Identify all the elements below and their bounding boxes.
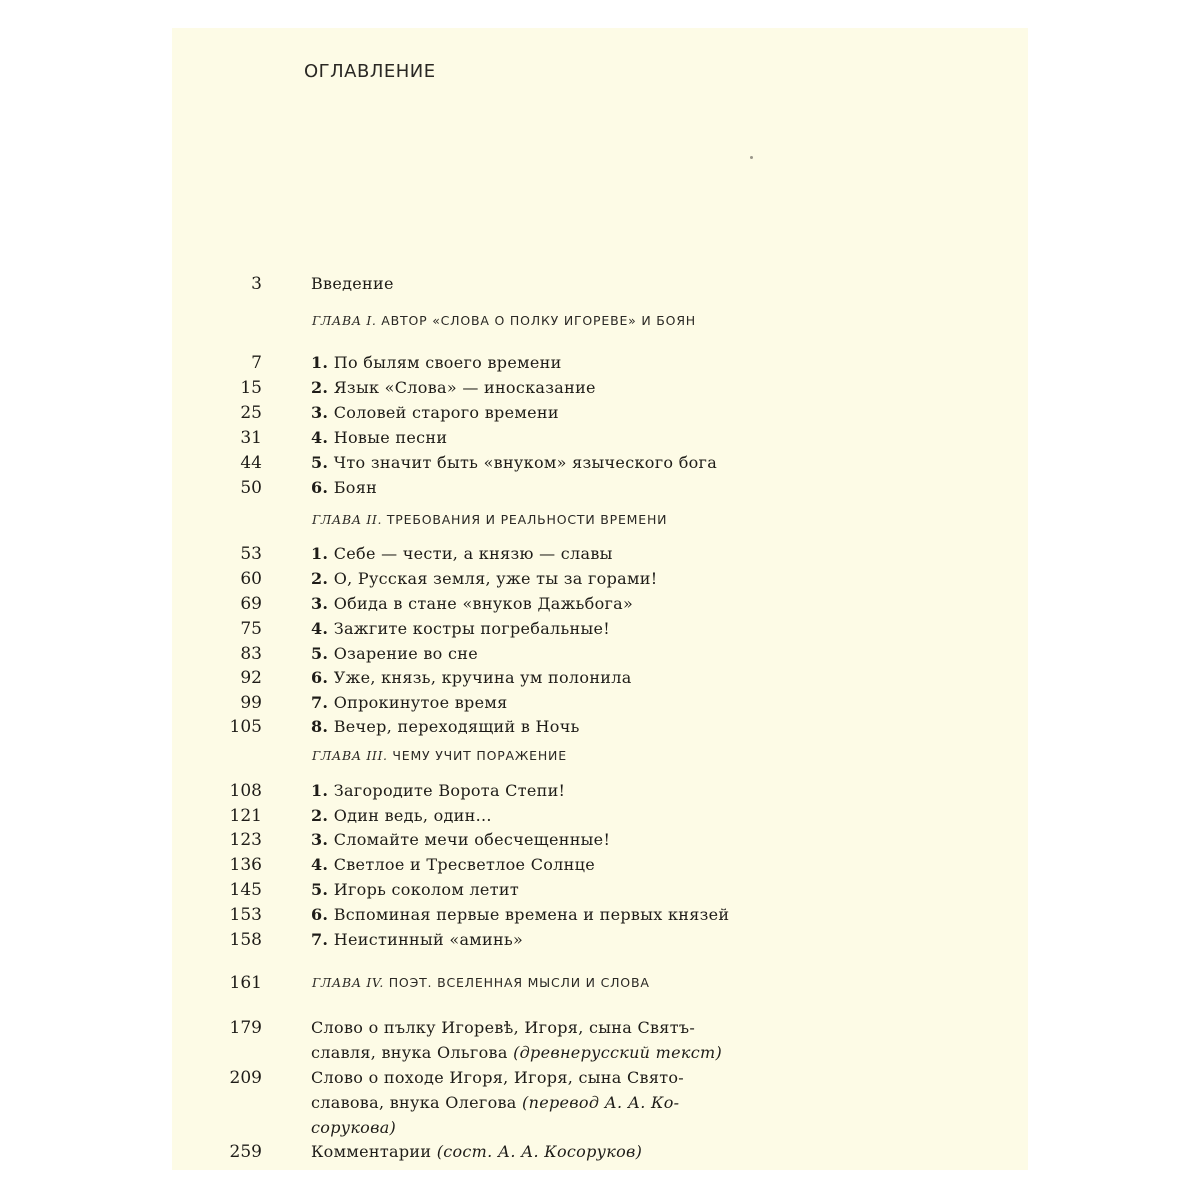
chapter-title: ТРЕБОВАНИЯ И РЕАЛЬНОСТИ ВРЕМЕНИ (386, 512, 668, 527)
page-number: 7 (251, 353, 262, 373)
page-number: 153 (229, 905, 262, 925)
toc-entry[interactable] (172, 642, 1028, 666)
entry-title: Комментарии (311, 1142, 437, 1161)
toc-entry-translation[interactable] (172, 1066, 1028, 1141)
chapter-heading-1 (172, 311, 1028, 335)
toc-entry[interactable] (172, 376, 1028, 400)
toc-entry[interactable] (172, 476, 1028, 500)
chapter-title: АВТОР «СЛОВА О ПОЛКУ ИГОРЕВЕ» И БОЯН (381, 313, 697, 328)
page-number: 108 (229, 781, 262, 801)
page-number: 75 (240, 619, 262, 639)
toc-entry[interactable] (172, 401, 1028, 425)
entry-number: 3. (311, 830, 329, 849)
entry-number: 3. (311, 403, 329, 422)
entry-title: Боян (333, 478, 378, 497)
toc-entry[interactable] (172, 567, 1028, 591)
chapter-label: ГЛАВА I. (312, 313, 377, 328)
entry-title: Вечер, переходящий в Ночь (333, 717, 580, 736)
entry-title: Озарение во сне (333, 644, 478, 663)
page-number: 123 (229, 830, 262, 850)
entry-number: 5. (311, 644, 329, 663)
entry-title: Обида в стане «внуков Дажьбога» (333, 594, 634, 613)
entry-title-line-2: славля, внука Ольгова (311, 1043, 514, 1062)
page-number: 53 (240, 544, 262, 564)
entry-title: Язык «Слова» — иносказание (333, 378, 596, 397)
toc-page (172, 28, 1028, 1170)
entry-number: 4. (311, 619, 329, 638)
page-number: 25 (240, 403, 262, 423)
entry-number: 1. (311, 544, 329, 563)
entry-title-line-1: Слово о походе Игоря, Игоря, сына Свято- (311, 1068, 685, 1087)
entry-number: 8. (311, 717, 329, 736)
entry-title: Неистинный «аминь» (333, 930, 524, 949)
page-number: 83 (240, 644, 262, 664)
chapter-heading-2 (172, 510, 1028, 534)
paper-speck (750, 156, 753, 159)
toc-entry[interactable] (172, 617, 1028, 641)
entry-number: 4. (311, 428, 329, 447)
toc-entry[interactable] (172, 542, 1028, 566)
entry-title: Сломайте мечи обесчещенные! (333, 830, 611, 849)
page-number: 69 (240, 594, 262, 614)
page-number: 121 (229, 806, 262, 826)
page-number: 145 (229, 880, 262, 900)
entry-number: 2. (311, 806, 329, 825)
entry-title: Зажгите костры погребальные! (333, 619, 611, 638)
entry-title: О, Русская земля, уже ты за горами! (333, 569, 658, 588)
entry-title-line-1: Слово о пълку Игоревѣ, Игоря, сына Святъ- (311, 1018, 696, 1037)
page-number: 44 (240, 453, 262, 473)
toc-entry-intro[interactable] (172, 272, 1028, 296)
page-number: 179 (229, 1018, 262, 1038)
entry-number: 6. (311, 478, 329, 497)
entry-number: 7. (311, 693, 329, 712)
entry-title: Введение (311, 274, 394, 293)
page-number: 50 (240, 478, 262, 498)
entry-title: Опрокинутое время (333, 693, 508, 712)
page-number: 161 (229, 973, 262, 993)
toc-entry[interactable] (172, 828, 1028, 852)
chapter-heading-4[interactable] (172, 971, 1028, 995)
entry-title: Вспоминая первые времена и первых князей (333, 905, 730, 924)
entry-title-line-2: славова, внука Олегова (311, 1093, 523, 1112)
entry-number: 5. (311, 880, 329, 899)
entry-note: (перевод А. А. Ко- (522, 1093, 680, 1112)
entry-note: (древнерусский текст) (513, 1043, 723, 1062)
entry-number: 1. (311, 781, 329, 800)
toc-entry-original-text[interactable] (172, 1016, 1028, 1066)
entry-number: 2. (311, 569, 329, 588)
entry-number: 2. (311, 378, 329, 397)
page-number: 158 (229, 930, 262, 950)
entry-title: Уже, князь, кручина ум полонила (333, 668, 632, 687)
toc-entry[interactable] (172, 691, 1028, 715)
entry-number: 6. (311, 905, 329, 924)
entry-title: Новые песни (333, 428, 448, 447)
toc-entry[interactable] (172, 903, 1028, 927)
chapter-title: ЧЕМУ УЧИТ ПОРАЖЕНИЕ (392, 748, 567, 763)
page-number: 15 (240, 378, 262, 398)
toc-entry[interactable] (172, 426, 1028, 450)
toc-entry[interactable] (172, 351, 1028, 375)
entry-title: По былям своего времени (333, 353, 562, 372)
toc-entry[interactable] (172, 853, 1028, 877)
chapter-title: ПОЭТ. ВСЕЛЕННАЯ МЫСЛИ И СЛОВА (388, 975, 650, 990)
entry-title: Один ведь, один... (333, 806, 492, 825)
entry-note-line-3: сорукова) (311, 1118, 397, 1137)
toc-entry[interactable] (172, 804, 1028, 828)
entry-number: 1. (311, 353, 329, 372)
chapter-heading-3 (172, 746, 1028, 770)
page-number: 136 (229, 855, 262, 875)
toc-entry[interactable] (172, 779, 1028, 803)
page-number: 31 (240, 428, 262, 448)
entry-number: 7. (311, 930, 329, 949)
chapter-label: ГЛАВА III. (312, 748, 388, 763)
toc-entry[interactable] (172, 666, 1028, 690)
page-number: 209 (229, 1068, 262, 1088)
entry-title: Игорь соколом летит (333, 880, 519, 899)
entry-number: 4. (311, 855, 329, 874)
toc-entry-commentary[interactable] (172, 1140, 1028, 1164)
entry-title: Соловей старого времени (333, 403, 559, 422)
page-number: 3 (251, 274, 262, 294)
toc-entry[interactable] (172, 592, 1028, 616)
toc-entry[interactable] (172, 451, 1028, 475)
chapter-label: ГЛАВА II. (312, 512, 383, 527)
entry-number: 5. (311, 453, 329, 472)
toc-entry[interactable] (172, 715, 1028, 739)
page-title: ОГЛАВЛЕНИЕ (304, 61, 436, 82)
entry-title: Светлое и Тресветлое Солнце (333, 855, 595, 874)
entry-title: Что значит быть «внуком» языческого бога (333, 453, 718, 472)
page-number: 99 (240, 693, 262, 713)
entry-number: 3. (311, 594, 329, 613)
entry-number: 6. (311, 668, 329, 687)
entry-title: Себе — чести, а князю — славы (333, 544, 613, 563)
toc-entry[interactable] (172, 928, 1028, 952)
chapter-label: ГЛАВА IV. (312, 975, 384, 990)
page-number: 105 (229, 717, 262, 737)
page-number: 92 (240, 668, 262, 688)
page-number: 259 (229, 1142, 262, 1162)
entry-note: (сост. А. А. Косоруков) (436, 1142, 643, 1161)
page-number: 60 (240, 569, 262, 589)
entry-title: Загородите Ворота Степи! (333, 781, 566, 800)
toc-entry[interactable] (172, 878, 1028, 902)
